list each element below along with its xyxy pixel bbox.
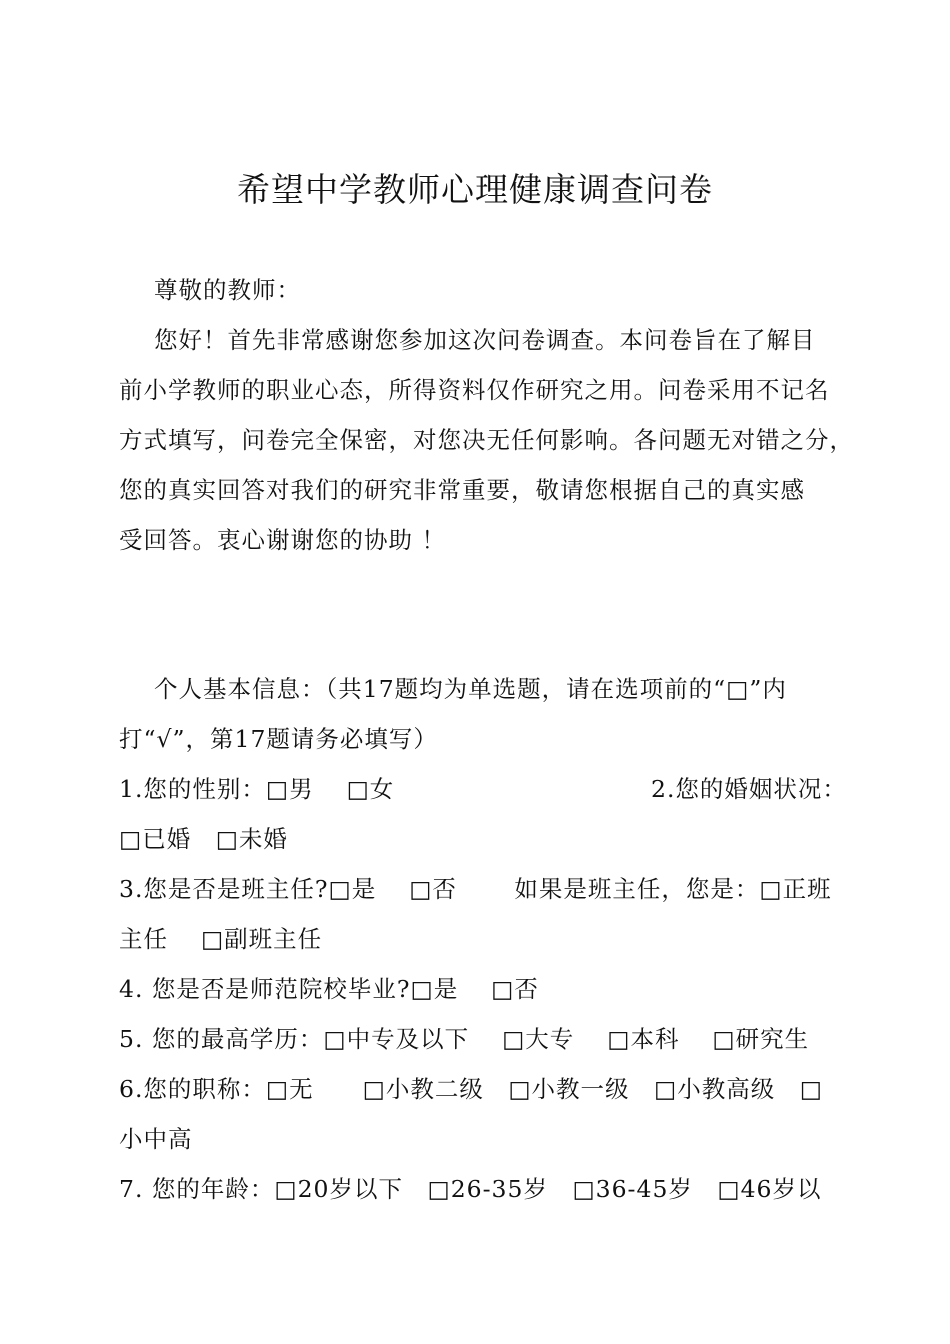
intro-line-5: 受回答。衷心谢谢您的协助 ！ [119,526,446,554]
question-5-education[interactable]: 5. 您的最高学历：□中专及以下 □大专 □本科 □研究生 [119,1025,810,1053]
question-4-normal-college[interactable]: 4. 您是否是师范院校毕业?□是 □否 [119,975,539,1003]
question-6-continued[interactable]: 小中高 [119,1125,193,1153]
salutation: 尊敬的教师： [154,276,301,304]
page-title: 希望中学教师心理健康调查问卷 [237,170,713,209]
question-3-head-teacher[interactable]: 3.您是否是班主任?□是 □否 如果是班主任，您是：□正班 [119,875,832,903]
question-3-continued[interactable]: 主任 □副班主任 [119,925,323,953]
question-2-options[interactable]: □已婚 □未婚 [119,825,288,853]
intro-line-2: 前小学教师的职业心态，所得资料仅作研究之用。问卷采用不记名 [119,376,830,404]
section-instructions-line-2: 打“√”，第17题请务必填写） [119,725,438,753]
intro-line-1: 您好！首先非常感谢您参加这次问卷调查。本问卷旨在了解目 [154,326,816,354]
question-1-gender[interactable]: 1.您的性别：□男 □女 [119,775,395,803]
question-6-title[interactable]: 6.您的职称：□无 □小教二级 □小教一级 □小教高级 □ [119,1075,823,1103]
intro-line-4: 您的真实回答对我们的研究非常重要，敬请您根据自己的真实感 [119,476,805,504]
question-2-marital-status: 2.您的婚姻状况： [651,775,847,803]
section-instructions-line-1: 个人基本信息：（共17题均为单选题，请在选项前的“□”内 [154,675,787,703]
question-7-age[interactable]: 7. 您的年龄：□20岁以下 □26-35岁 □36-45岁 □46岁以 [119,1175,822,1203]
intro-line-3: 方式填写，问卷完全保密，对您决无任何影响。各问题无对错之分， [119,426,854,454]
